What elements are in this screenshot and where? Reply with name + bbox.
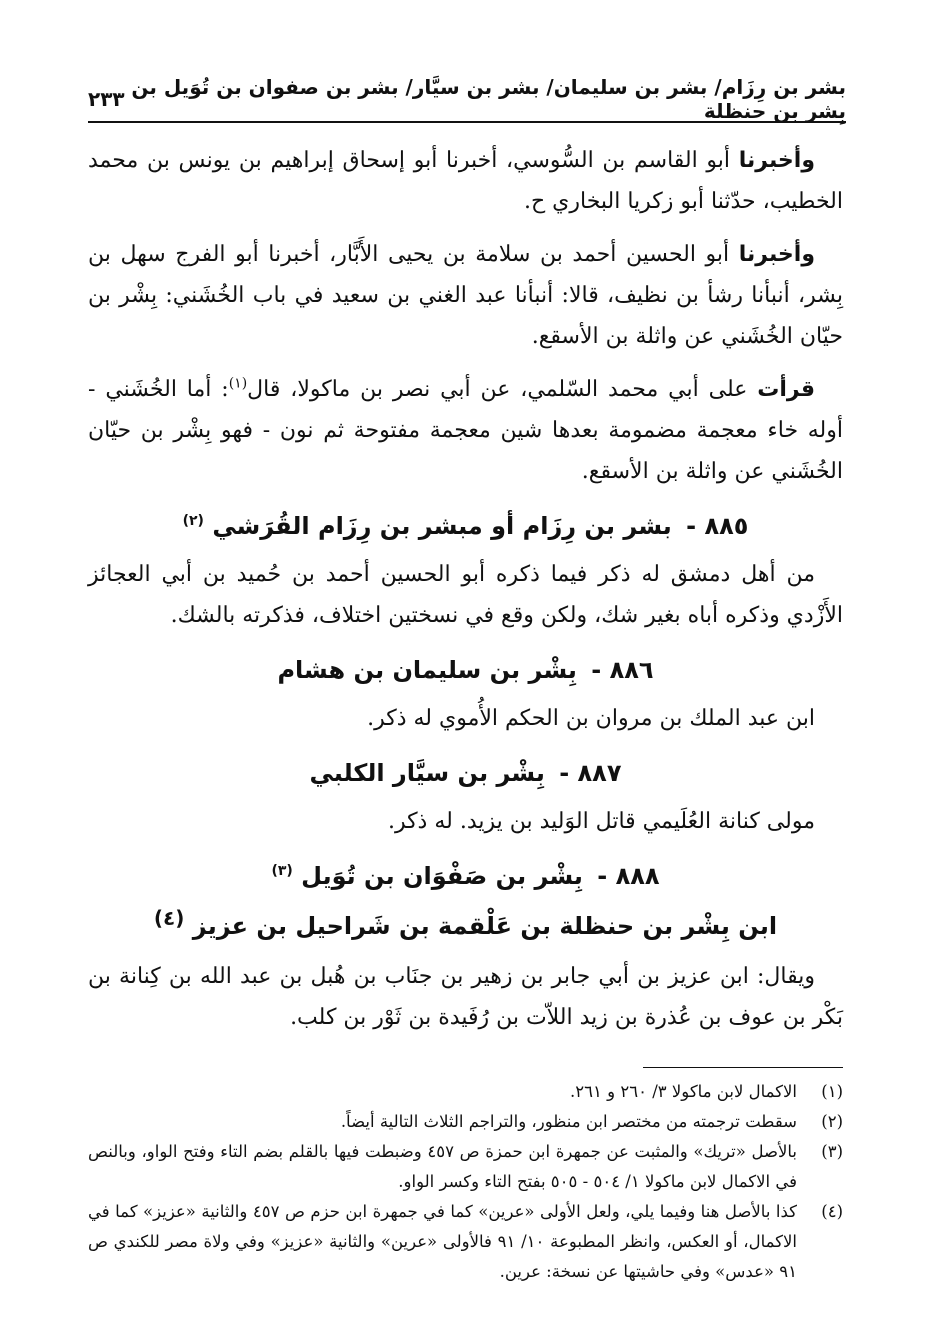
entry-body	[88, 554, 843, 636]
entry-title: بِشْر بن سليمان بن هشام	[277, 656, 577, 684]
entry-heading	[88, 504, 843, 548]
entry-heading	[88, 751, 843, 795]
footnote-number: (٣)	[821, 1142, 843, 1161]
footnote-text: سقطت ترجمته من مختصر ابن منظور، والتراجم الثلاث التالية أيضاً.	[340, 1112, 797, 1131]
footnote-ref: (٤)	[153, 906, 185, 930]
entry-number: ٨٨٧ -	[559, 759, 622, 787]
footnote-ref: (٣)	[271, 863, 293, 879]
footnote	[88, 1107, 843, 1137]
entry-title: بِشْر بن سيَّار الكلبي	[309, 759, 545, 787]
footnote-separator	[643, 1067, 843, 1068]
footnote	[88, 1197, 843, 1287]
footnote-number: (٢)	[821, 1112, 843, 1131]
footnotes	[88, 1077, 843, 1287]
main-text	[88, 140, 843, 1050]
paragraph	[88, 369, 843, 492]
entry-title: بِشْر بن صَفْوَان بن تُوَيل	[301, 862, 583, 890]
footnote	[88, 1137, 843, 1197]
footnote-number: (٤)	[821, 1202, 843, 1221]
entry-body-text: من أهل دمشق له ذكر فيما ذكره أبو الحسين أحمد بن حُميد بن أبي العجائز الأَزْدي وذكره أباه بغير شك، ولكن وقع في نسختين اختلاف، فذكرته بالشك.	[88, 562, 843, 628]
footnote-text: كذا بالأصل هنا وفيما يلي، ولعل الأولى «عرين» كما في جمهرة ابن حزم ص ٤٥٧ والثانية «عزيز» كما في الاكمال، أو العكس، وانظر المطبوعة ١٠/ ٩١ فالأولى «عرين» والثانية «عزيز» وفي ولاة مصر للكندي ص ٩١ «عدس» وفي حاشيتها عن نسخة: عرين.	[88, 1202, 797, 1281]
paragraph-text: على أبي محمد السّلمي، عن أبي نصر بن ماكولا، قال	[247, 377, 758, 402]
page-number: ٢٣٣	[88, 87, 125, 111]
entry-heading	[88, 854, 843, 898]
entry-body-text: ابن عبد الملك بن مروان بن الحكم الأُموي له ذكر.	[367, 706, 815, 731]
paragraph	[88, 140, 843, 222]
entry-number: ٨٨٨ -	[597, 862, 660, 890]
entry-body-text: ويقال: ابن عزيز بن أبي جابر بن زهير بن جنَاب بن هُبل بن عبد الله بن كِنانة بن بَكْر بن عوف بن عُذرة بن زيد اللاّت بن رُفَيدة بن ثَوْر بن كلب.	[88, 964, 843, 1030]
running-title: بشر بن رِزَام/ بشر بن سليمان/ بشر بن سيَّار/ بشر بن صفوان بن تُوَيل بن بِشر بن حنظلة	[131, 75, 846, 123]
entry-number: ٨٨٥ -	[686, 512, 749, 540]
entry-subtitle	[88, 898, 843, 946]
entry-heading	[88, 648, 843, 692]
footnote-number: (١)	[821, 1082, 843, 1101]
entry-body	[88, 698, 843, 739]
footnote-ref: (٢)	[182, 513, 204, 529]
footnote	[88, 1077, 843, 1107]
entry-title: بشر بن رِزَام أو مبشر بن رِزَام القُرَشي	[212, 512, 672, 540]
paragraph-lead: قرأت	[757, 377, 815, 402]
paragraph-lead: وأخبرنا	[738, 242, 815, 267]
paragraph	[88, 234, 843, 357]
entry-subtitle-text: ابن بِشْر بن حنظلة بن عَلْقمة بن شَراحيل بن عزيز	[192, 912, 778, 940]
footnote-text: بالأصل «تريك» والمثبت عن جمهرة ابن حمزة ص ٤٥٧ وضبطت فيها بالقلم بضم التاء وفتح الواو، وبالنص في الاكمال لابن ماكولا ١/ ٥٠٤ - ٥٠٥ بفتح التاء وكسر الواو.	[88, 1142, 797, 1191]
entry-number: ٨٨٦ -	[591, 656, 654, 684]
entry-body	[88, 956, 843, 1038]
running-header	[88, 75, 846, 123]
footnote-text: الاكمال لابن ماكولا ٣/ ٢٦٠ و ٢٦١.	[570, 1082, 797, 1101]
footnote-ref: (١)	[228, 375, 248, 392]
paragraph-lead: وأخبرنا	[738, 148, 815, 173]
paragraph-text: : أما الخُشَني - أوله خاء معجمة مضمومة بعدها شين معجمة مفتوحة ثم نون - فهو بِشْر بن حيّان الخُشَني عن واثلة بن الأسقع.	[88, 377, 843, 484]
paragraph-text: أبو الحسين أحمد بن سلامة بن يحيى الأَبَّار، أخبرنا أبو الفرج سهل بن بِشر، أنبأنا رشأ بن نظيف، قالا: أنبأنا عبد الغني بن سعيد في باب الخُشَني: بِشْر بن حيّان الخُشَني عن واثلة بن الأسقع.	[88, 242, 843, 349]
entry-body-text: مولى كنانة العُلَيمي قاتل الوَليد بن يزيد. له ذكر.	[387, 809, 815, 834]
paragraph-text: أبو القاسم بن السُّوسي، أخبرنا أبو إسحاق إبراهيم بن يونس بن محمد الخطيب، حدّثنا أبو زكريا البخاري ح.	[88, 148, 843, 214]
header-rule	[88, 121, 846, 123]
entry-body	[88, 801, 843, 842]
